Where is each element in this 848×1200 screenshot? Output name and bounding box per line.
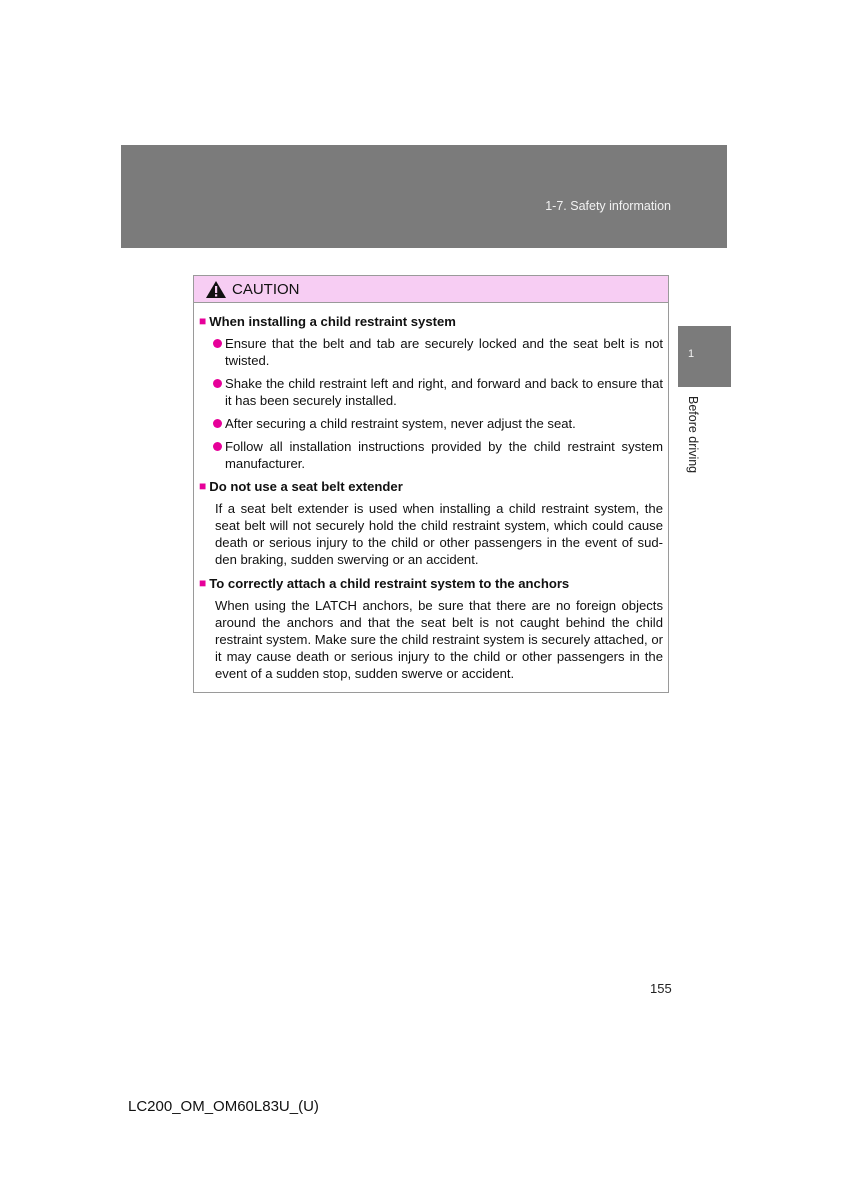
section-heading [199,575,663,592]
section-paragraph: If a seat belt extender is used when installing a child restraint system, the seat belt will not securely hold the child restraint system, which could cause death or serious injury to the child or other passengers in the event of sud-den braking, sudden swerving or an accident. [215,501,663,567]
caution-header [194,276,668,303]
square-bullet-icon: ■ [199,479,207,493]
list-item-text: After securing a child restraint system, never adjust the seat. [225,416,576,431]
section-paragraph: When using the LATCH anchors, be sure that there are no foreign objects around the anchors and that the seat belt is not caught behind the child restraint system. Make sure the child restraint system is securely attached, or it may cause death or serious injury to the child or other passengers in the event of a sudden stop, sudden swerve or accident. [215,598,663,681]
square-bullet-icon: ■ [199,576,207,590]
list-item [211,335,663,369]
list-item-text: Shake the child restraint left and right, and forward and back to ensure that it has been securely installed. [225,376,663,408]
header-band [121,145,727,248]
caution-label: CAUTION [232,280,300,298]
circle-bullet-icon [213,379,222,388]
chapter-number: 1 [688,348,695,360]
circle-bullet-icon [213,419,222,428]
list-item [211,375,663,409]
document-code: LC200_OM_OM60L83U_(U) [128,1098,319,1115]
section-title: 1-7. Safety information [545,199,671,213]
list-item-text: Ensure that the belt and tab are securely locked and the seat belt is not twisted. [225,336,663,368]
chapter-label: Before driving [686,396,700,474]
caution-content [194,303,668,682]
list-item [211,415,663,432]
warning-triangle-icon [205,280,227,299]
section-heading [199,478,663,495]
caution-box [193,275,669,693]
square-bullet-icon: ■ [199,314,207,328]
heading-text: To correctly attach a child restraint system to the anchors [209,576,570,591]
circle-bullet-icon [213,442,222,451]
list-item-text: Follow all installation instructions provided by the child restraint system manufacturer. [225,439,663,471]
list-item [211,438,663,472]
circle-bullet-icon [213,339,222,348]
page-number: 155 [650,981,672,996]
chapter-tab [678,326,731,387]
heading-text: When installing a child restraint system [209,314,456,329]
heading-text: Do not use a seat belt extender [209,479,403,494]
section-heading [199,313,663,330]
